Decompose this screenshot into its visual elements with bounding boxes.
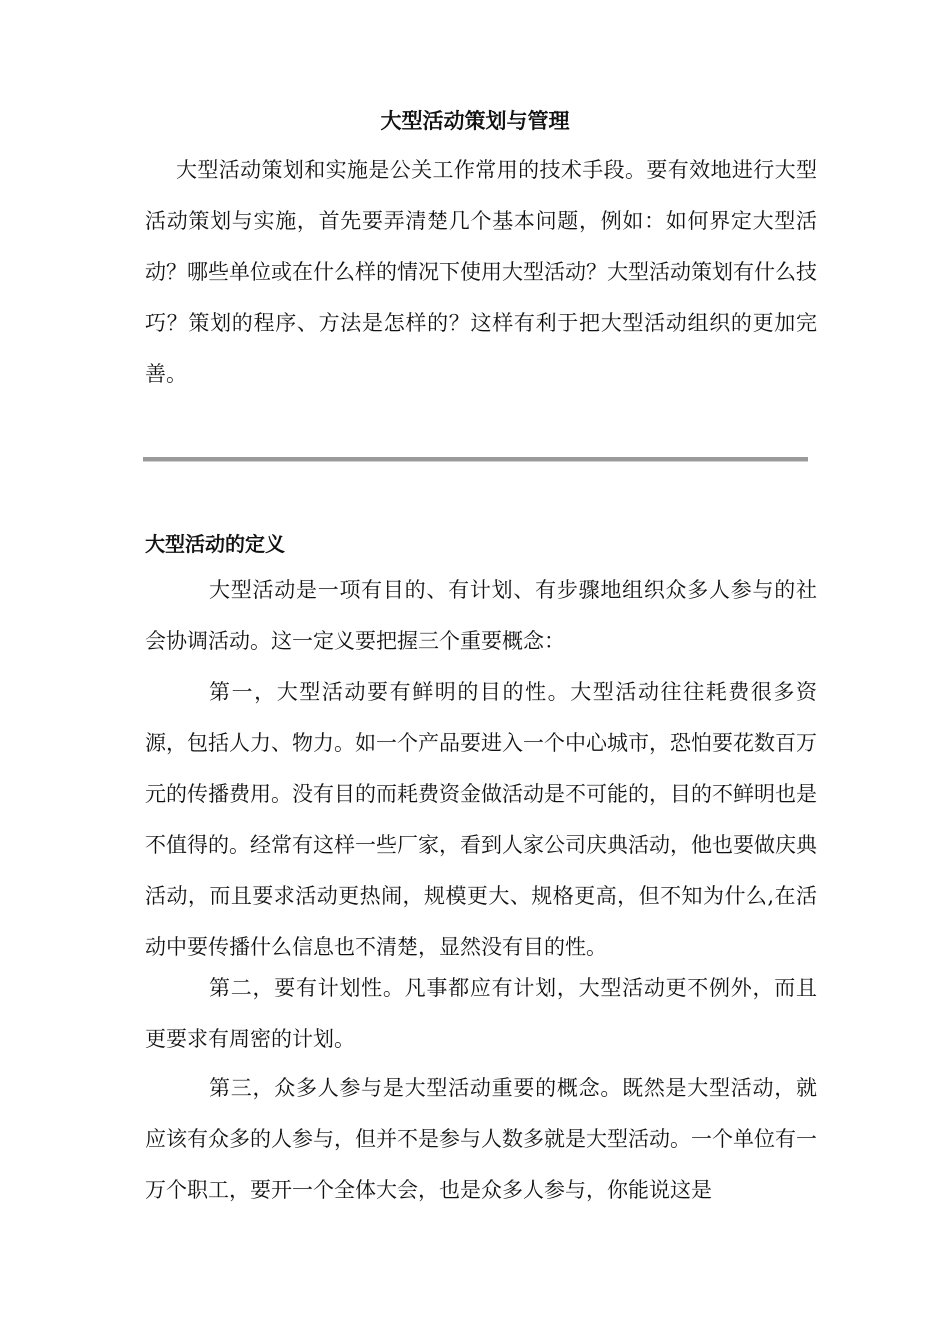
document-title: 大型活动策划与管理 (380, 109, 570, 133)
body-paragraph-second-point: 第二，要有计划性。凡事都应有计划，大型活动更不例外，而且更要求有周密的计划。 (145, 976, 817, 1051)
body-paragraph-first-point: 第一，大型活动要有鲜明的目的性。大型活动往往耗费很多资源，包括人力、物力。如一个产品要进入一个中心城市，恐怕要花数百万元的传播费用。没有目的而耗费资金做活动是不可能的，目的不鲜明也是不值得的。经常有这样一些厂家，看到人家公司庆典活动，他也要做庆典活动，而且要求活动更热闹，规模更大、规格更高，但不知为什么,在活动中要传播什么信息也不清楚，显然没有目的性。 (145, 680, 817, 959)
horizontal-divider (143, 457, 808, 462)
body-paragraph-third-point: 第三，众多人参与是大型活动重要的概念。既然是大型活动，就应该有众多的人参与，但并不是参与人数多就是大型活动。一个单位有一万个职工，要开一个全体大会，也是众多人参与，你能说这是 (145, 1076, 817, 1202)
body-paragraph-definition: 大型活动是一项有目的、有计划、有步骤地组织众多人参与的社会协调活动。这一定义要把握三个重要概念： (145, 578, 817, 653)
section-heading: 大型活动的定义 (145, 532, 285, 556)
intro-paragraph: 大型活动策划和实施是公关工作常用的技术手段。要有效地进行大型活动策划与实施，首先要弄清楚几个基本问题，例如：如何界定大型活动？哪些单位或在什么样的情况下使用大型活动？大型活动策划有什么技巧？策划的程序、方法是怎样的？这样有利于把大型活动组织的更加完善。 (145, 158, 817, 386)
